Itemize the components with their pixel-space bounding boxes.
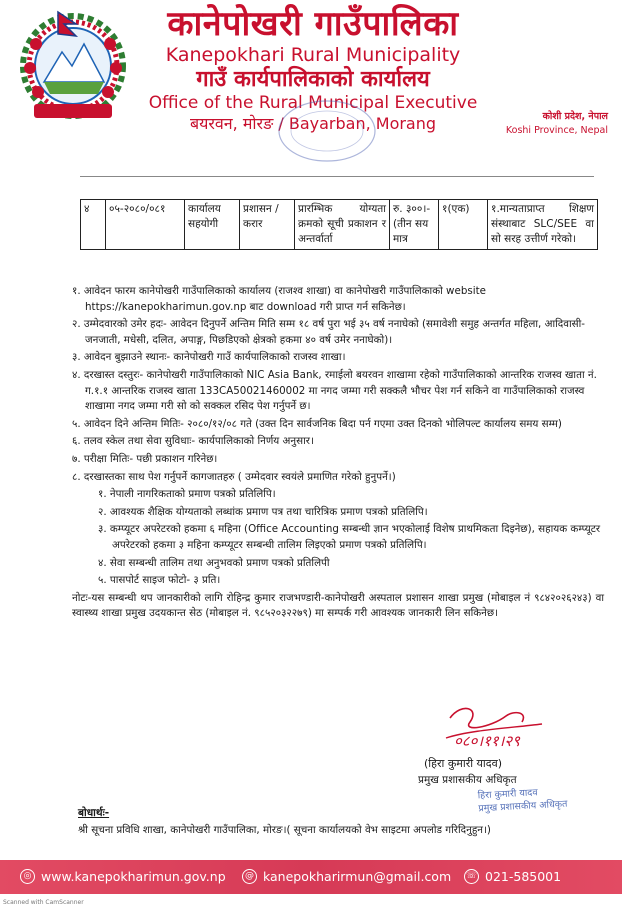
cell-fee: रु. ३००।- (तीन सय मात्र xyxy=(390,200,439,250)
cell-selection: प्रारम्भिक योग्यता क्रमको सूची प्रकाशन र अन्तर्वार्ता xyxy=(295,200,390,250)
footer-phone[interactable] xyxy=(464,869,561,884)
cell-count: १(एक) xyxy=(439,200,488,250)
province-en: Koshi Province, Nepal xyxy=(505,125,608,136)
cell-serial: ४ xyxy=(81,200,106,250)
doc-education: २. आवश्यक शैक्षिक योग्यताको लब्धांक प्रमाण पत्र तथा चारित्रिक प्रमाण पत्रको प्रतिलिपि। xyxy=(98,505,428,518)
province-np: कोशी प्रदेश, नेपाल xyxy=(542,111,608,122)
footer-website[interactable] xyxy=(20,869,226,884)
province-label xyxy=(506,110,608,138)
footer-email-text: kanepokharirmun@gmail.com xyxy=(263,869,452,884)
scanner-watermark: Scanned with CamScanner xyxy=(3,899,84,906)
stamp-name: हिरा कुमारी यादव xyxy=(477,787,538,802)
signatory-name: (हिरा कुमारी यादव) xyxy=(424,757,503,770)
municipality-title-en: Kanepokhari Rural Municipality xyxy=(165,44,461,66)
signature-date: ०८०।११।२९ xyxy=(454,732,520,750)
stamp-title: प्रमुख प्रशासकीय अधिकृत xyxy=(478,798,568,815)
email-icon: @ xyxy=(242,869,257,884)
office-seal-icon xyxy=(272,96,382,166)
note-salary: ६. तलव स्केल तथा सेवा सुविधाः- कार्यपालिकाको निर्णय अनुसार। xyxy=(72,435,314,448)
footer-phone-text: 021-585001 xyxy=(485,869,562,884)
header-divider xyxy=(80,176,594,177)
cc-text: श्री सूचना प्रविधि शाखा, कानेपोखरी गाउँपालिका, मोरङ।( सूचना कार्यालयको वेभ साइटमा अपलोड गरिदिनुहुन।) xyxy=(78,824,491,836)
note-exam-date: ७. परीक्षा मितिः- पछी प्रकाशन गरिनेछ। xyxy=(72,452,218,465)
note-application-form: १. आवेदन फारम कानेपोखरी गाउँपालिकाको कार्यालय (राजश्व शाखा) वा कानेपोखरी गाउँपालिकाको website https://kanepokharimun.gov.np बाट download गरी प्राप्त गर्न सकिनेछ। xyxy=(72,285,486,313)
cell-service: प्रशासन /करार xyxy=(240,200,295,250)
municipality-title-np: कानेपोखरी गाउँपालिका xyxy=(167,4,459,44)
footer-email[interactable] xyxy=(242,869,451,884)
cc-label: बोधार्थः- xyxy=(78,807,110,819)
note-documents: ८. दरखास्तका साथ पेश गर्नुपर्ने कागजातहरु ( उम्मेदवार स्वयंले प्रमाणित गरेको हुनुपर्ने।) xyxy=(72,470,396,483)
globe-icon: ◎ xyxy=(20,869,35,884)
table-row xyxy=(81,200,598,250)
cell-advert-no: ०५-२०८०/०८१ xyxy=(106,200,185,250)
phone-icon: ☏ xyxy=(464,869,479,884)
note-deadline: ५. आवेदन दिने अन्तिम मितिः- २०८०/१२/०८ गते (उक्त दिन सार्वजनिक बिदा पर्न गएमा उक्त दिनको भोलिपल्ट कार्यालय समय सम्म) xyxy=(72,417,562,430)
note-submission-place: ३. आवेदन बुझाउने स्थानः- कानेपोखरी गाउँ कार्यपालिकाको राजस्व शाखा। xyxy=(72,351,346,364)
footer-website-text: www.kanepokharimun.gov.np xyxy=(41,869,226,884)
vacancy-table xyxy=(80,199,598,250)
municipality-emblem-icon xyxy=(14,4,132,132)
note-contact: नोटः-यस सम्बन्धी थप जानकारीको लागि रोहिन्द्र कुमार राजभण्डारी-कानेपोखरी अस्पताल प्रशासन शाखा प्रमुख (मोबाइल नं ९८४२०२६२४३) वा स्वास्थ्य शाखा प्रमुख उदयकान्त सेठ (मोबाइल नं. ९८५२०३२२७९) मा सम्पर्क गरी आवश्यक जानकारी लिन सकिनेछ। xyxy=(72,591,604,620)
office-address: बयरवन, मोरङ / Bayarban, Morang xyxy=(189,114,437,133)
footer-bar xyxy=(0,860,622,894)
notice-body xyxy=(72,284,604,624)
note-application-fee: ४. दरखास्त दस्तुरः- कानेपोखरी गाउँपालिकाको NIC Asia Bank, रमाईलो बयरवन शाखामा रहेको गाउँपालिकाको आन्तरिक राजस्व खाता नं. ग.१.१ आन्तरिक राजस्व खाता 133CA50021460002 मा नगद जम्मा गरी सक्कलै भौचर पेश गर्न सकिने वा गाउँपालिकाको राजस्व शाखामा नगद जम्मा गरी सो को सक्कल रसिद पेश गर्नुपर्ने छ। xyxy=(72,368,597,413)
cell-post: कार्यालय सहयोगी xyxy=(185,200,240,250)
cell-qualification: १.मान्यताप्राप्त शिक्षण संस्थाबाट SLC/SEE वा सो सरह उत्तीर्ण गरेको। xyxy=(488,200,598,250)
doc-citizenship: १. नेपाली नागरिकताको प्रमाण पत्रको प्रतिलिपि। xyxy=(98,488,276,501)
doc-computer-training: ३. कम्प्यूटर अपरेटरको हकमा ६ महिना (Office Accounting सम्बन्धी ज्ञान भएकोलाई विशेष प्राथमिकता दिइनेछ), सहायक कम्प्यूटर अपरेटरको हकमा ३ महिना कम्प्यूटर सम्बन्धी तालिम लिइएको प्रमाण पत्रको प्रतिलिपि। xyxy=(98,523,601,551)
office-title-np: गाउँ कार्यपालिकाको कार्यालय xyxy=(196,67,430,92)
office-title-en: Office of the Rural Municipal Executive xyxy=(148,93,478,113)
signatory-title: प्रमुख प्रशासकीय अधिकृत xyxy=(418,774,517,786)
doc-experience: ४. सेवा सम्बन्धी तालिम तथा अनुभवको प्रमाण पत्रको प्रतिलिपी xyxy=(98,556,330,569)
doc-photo: ५. पासपोर्ट साइज फोटो- ३ प्रति। xyxy=(98,574,221,587)
note-age-limit: २. उम्मेदवारको उमेर हदः- आवेदन दिनुपर्ने अन्तिम मिति सम्म १८ वर्ष पुरा भई ३५ वर्ष ननाघेको (समावेशी समुह अन्तर्गत महिला, आदिवासी-जनजाती, मधेसी, दलित, अपाङ्ग, पिछडिएको क्षेत्रको हकमा ४० वर्ष उमेर ननाघेको)। xyxy=(72,318,585,346)
official-stamp xyxy=(477,785,567,816)
